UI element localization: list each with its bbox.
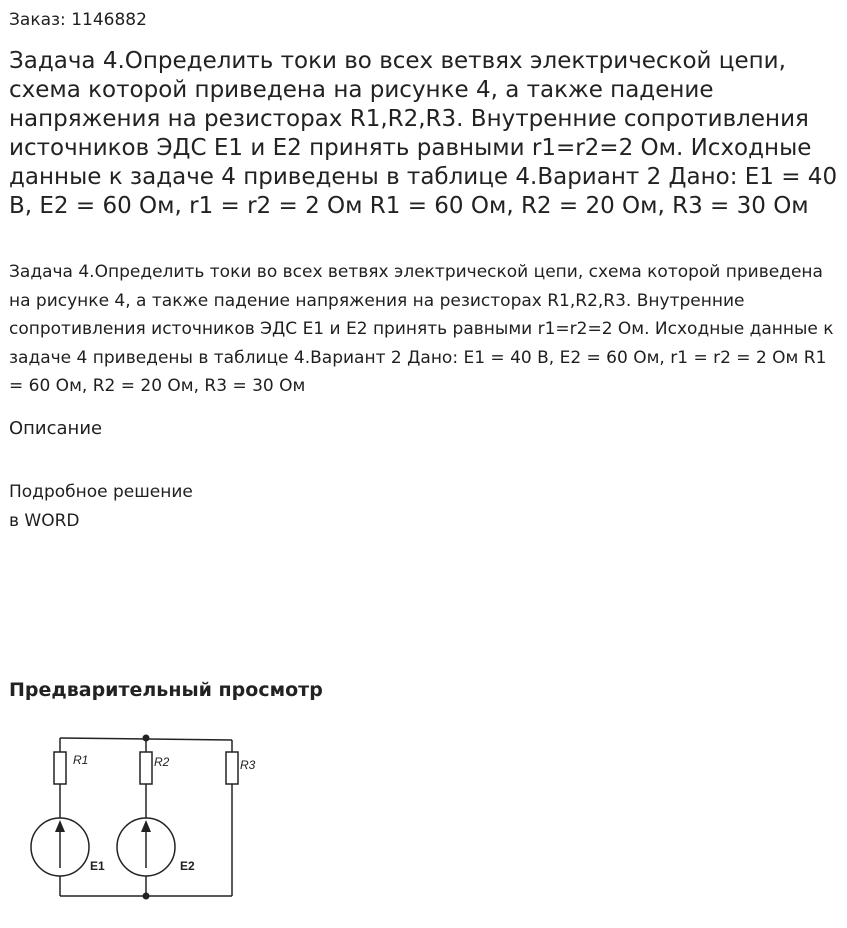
task-title: Задача 4.Определить токи во всех ветвях электрической цепи, схема которой приведена на рисунке 4, а также падение напряжения на резисторах R1,R2,R3. Внутренние сопротивления источников ЭДС Е1 и Е2 принять равными r1=r2=2 Ом. Исходные данные к задаче 4 приведены в таблице 4.Вариант 2 Дано: Е1 = 40 В, Е2 = 60 Ом, r1 = r2 = 2 Ом R1 = 60 Ом, R2 = 20 Ом, R3 = 30 Ом	[9, 48, 838, 219]
preview-heading: Предварительный просмотр	[9, 679, 323, 701]
resistor-r3	[226, 752, 238, 784]
e2-arrow-head	[141, 820, 151, 832]
junction-bottom	[143, 893, 150, 900]
description-line-2: в WORD	[9, 510, 80, 531]
description-text	[9, 478, 193, 535]
junction-top	[143, 735, 150, 742]
description-line-1: Подробное решение	[9, 482, 193, 502]
label-r1: R1	[73, 753, 89, 767]
label-e1: E1	[90, 859, 105, 873]
resistor-r1	[54, 752, 66, 784]
e1-arrow-head	[55, 820, 65, 832]
order-line	[9, 9, 147, 31]
order-number: 1146882	[71, 10, 147, 30]
description-heading: Описание	[9, 418, 103, 439]
task-text: Задача 4.Определить токи во всех ветвях электрической цепи, схема которой приведена на рисунке 4, а также падение напряжения на резисторах R1,R2,R3. Внутренние сопротивления источников ЭДС Е1 и Е2 принять равными r1=r2=2 Ом. Исходные данные к задаче 4 приведены в таблице 4.Вариант 2 Дано: Е1 = 40 В, Е2 = 60 Ом, r1 = r2 = 2 Ом R1 = 60 Ом, R2 = 20 Ом, R3 = 30 Ом	[9, 262, 834, 397]
order-label: Заказ:	[9, 10, 66, 30]
resistor-r2	[140, 752, 152, 784]
label-r2: R2	[154, 755, 170, 769]
label-e2: E2	[180, 859, 195, 873]
circuit-diagram	[20, 728, 270, 908]
label-r3: R3	[240, 758, 256, 772]
